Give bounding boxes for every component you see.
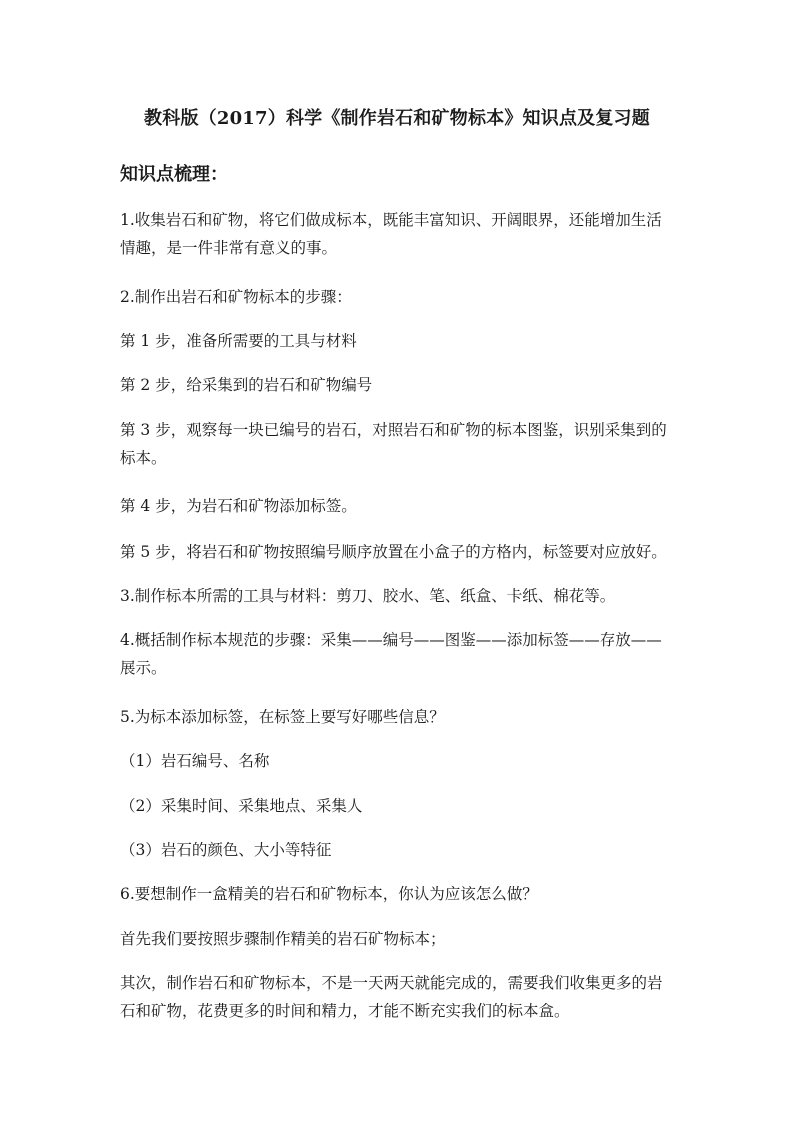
paragraph-4: 4.概括制作标本规范的步骤：采集——编号——图鉴——添加标签——存放——展示。 [120,631,662,677]
answer-second: 其次，制作岩石和矿物标本，不是一天两天就能完成的，需要我们收集更多的岩石和矿物，花费更多的时间和精力，才能不断充实我们的标本盒。 [120,974,663,1020]
step-4: 第 4 步，为岩石和矿物添加标签。 [120,497,357,515]
section-heading: 知识点梳理： [120,164,228,185]
paragraph-5: 5.为标本添加标签，在标签上要写好哪些信息？ [120,708,445,726]
label-info-2: （2）采集时间、采集地点、采集人 [120,797,363,815]
answer-first: 首先我们要按照步骤制作精美的岩石矿物标本； [120,930,446,948]
label-info-1: （1）岩石编号、名称 [120,752,270,770]
step-5: 第 5 步，将岩石和矿物按照编号顺序放置在小盒子的方格内，标签要对应放好。 [120,543,667,561]
paragraph-1: 1.收集岩石和矿物，将它们做成标本，既能丰富知识、开阔眼界，还能增加生活情趣，是一件非常有意义的事。 [120,211,662,257]
paragraph-2: 2.制作出岩石和矿物标本的步骤： [120,288,352,306]
paragraph-6: 6.要想制作一盒精美的岩石和矿物标本，你认为应该怎么做？ [120,885,538,903]
step-2: 第 2 步，给采集到的岩石和矿物编号 [120,376,373,394]
document-title: 教科版（2017）科学《制作岩石和矿物标本》知识点及复习题 [144,108,650,129]
step-3: 第 3 步，观察每一块已编号的岩石，对照岩石和矿物的标本图鉴，识别采集到的标本。 [120,421,667,467]
paragraph-3: 3.制作标本所需的工具与材料：剪刀、胶水、笔、纸盒、卡纸、棉花等。 [120,587,616,605]
label-info-3: （3）岩石的颜色、大小等特征 [120,841,332,859]
step-1: 第 1 步，准备所需要的工具与材料 [120,332,357,350]
